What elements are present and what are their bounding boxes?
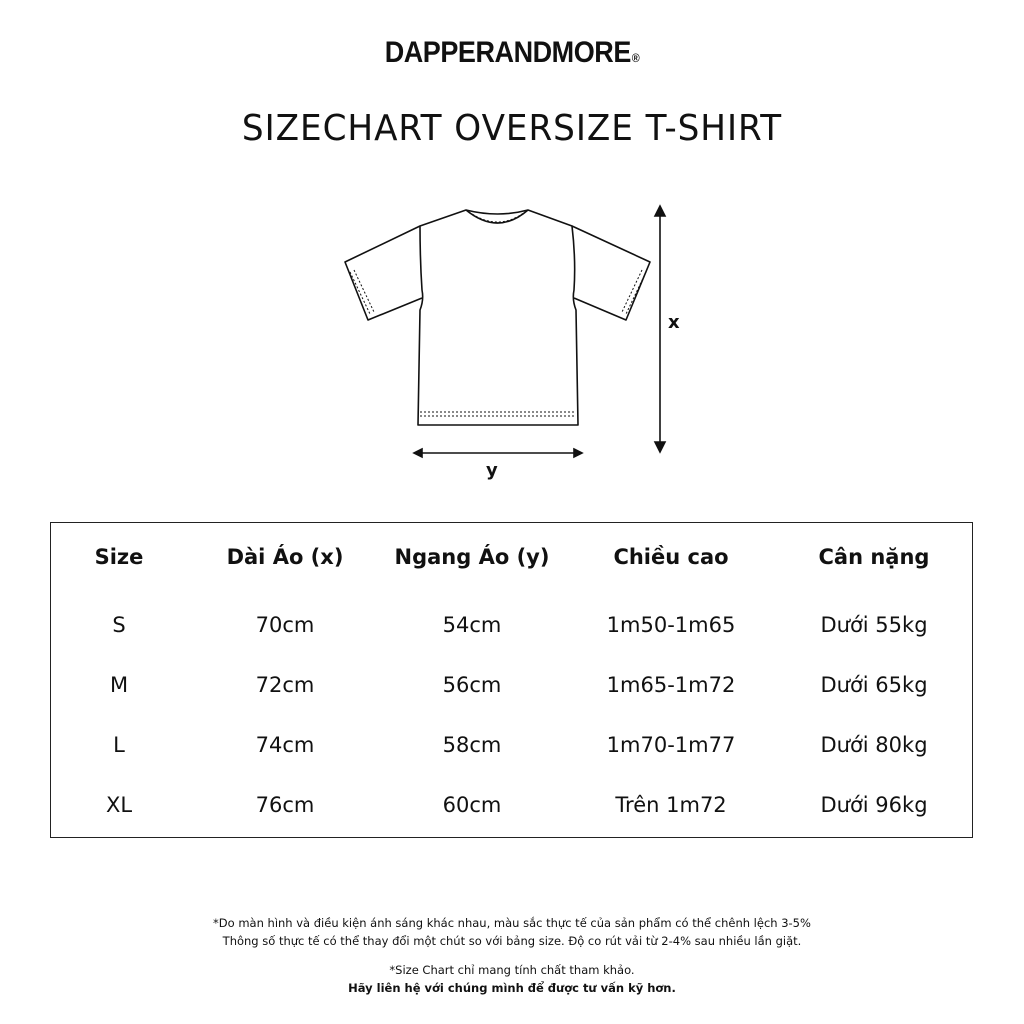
contact-note-text: Hãy liên hệ với chúng mình để được tư vấn kỹ hơn. <box>348 981 676 995</box>
table-row <box>51 785 972 825</box>
cell-weight: Dưới 65kg <box>820 673 928 697</box>
cell-width: 56cm <box>442 673 502 697</box>
header-size: Size <box>94 545 144 569</box>
brand-logo <box>51 36 973 70</box>
cell-weight: Dưới 55kg <box>820 613 928 637</box>
cell-size: L <box>113 733 125 757</box>
header-width: Ngang Áo (y) <box>394 545 550 569</box>
table-row <box>51 605 972 645</box>
cell-length: 72cm <box>255 673 315 697</box>
cell-height: 1m65-1m72 <box>606 673 736 697</box>
size-table <box>50 522 973 838</box>
length-label: x <box>668 312 680 333</box>
table-header-row <box>51 537 972 577</box>
disclaimer-reference: *Size Chart chỉ mang tính chất tham khảo. <box>389 963 635 977</box>
tshirt-outline-icon <box>330 200 700 490</box>
disclaimer-color: *Do màn hình và điều kiện ánh sáng khác nhau, màu sắc thực tế của sản phẩm có thể chênh lệch 3-5% <box>213 916 811 930</box>
cell-height: 1m50-1m65 <box>606 613 736 637</box>
cell-length: 74cm <box>255 733 315 757</box>
cell-size: S <box>112 613 126 637</box>
contact-note <box>0 979 1024 997</box>
table-row <box>51 665 972 705</box>
cell-weight: Dưới 96kg <box>820 793 928 817</box>
cell-size: XL <box>105 793 133 817</box>
cell-length: 70cm <box>255 613 315 637</box>
cell-width: 54cm <box>442 613 502 637</box>
page-title: SIZECHART OVERSIZE T-SHIRT <box>241 108 783 149</box>
cell-width: 60cm <box>442 793 502 817</box>
cell-size: M <box>109 673 129 697</box>
header-length: Dài Áo (x) <box>226 545 344 569</box>
cell-height: Trên 1m72 <box>615 793 727 817</box>
brand-name: DAPPERANDMORE <box>384 36 631 69</box>
cell-height: 1m70-1m77 <box>606 733 736 757</box>
cell-width: 58cm <box>442 733 502 757</box>
table-row <box>51 725 972 765</box>
width-label: y <box>486 460 498 481</box>
cell-length: 76cm <box>255 793 315 817</box>
registered-mark: ® <box>631 51 640 65</box>
tshirt-diagram <box>330 200 700 490</box>
header-height: Chiều cao <box>613 545 729 569</box>
cell-weight: Dưới 80kg <box>820 733 928 757</box>
header-weight: Cân nặng <box>818 545 930 569</box>
disclaimer-shrink: Thông số thực tế có thể thay đổi một chút so với bảng size. Độ co rút vải từ 2-4% sau nhiều lần giặt. <box>222 934 802 948</box>
